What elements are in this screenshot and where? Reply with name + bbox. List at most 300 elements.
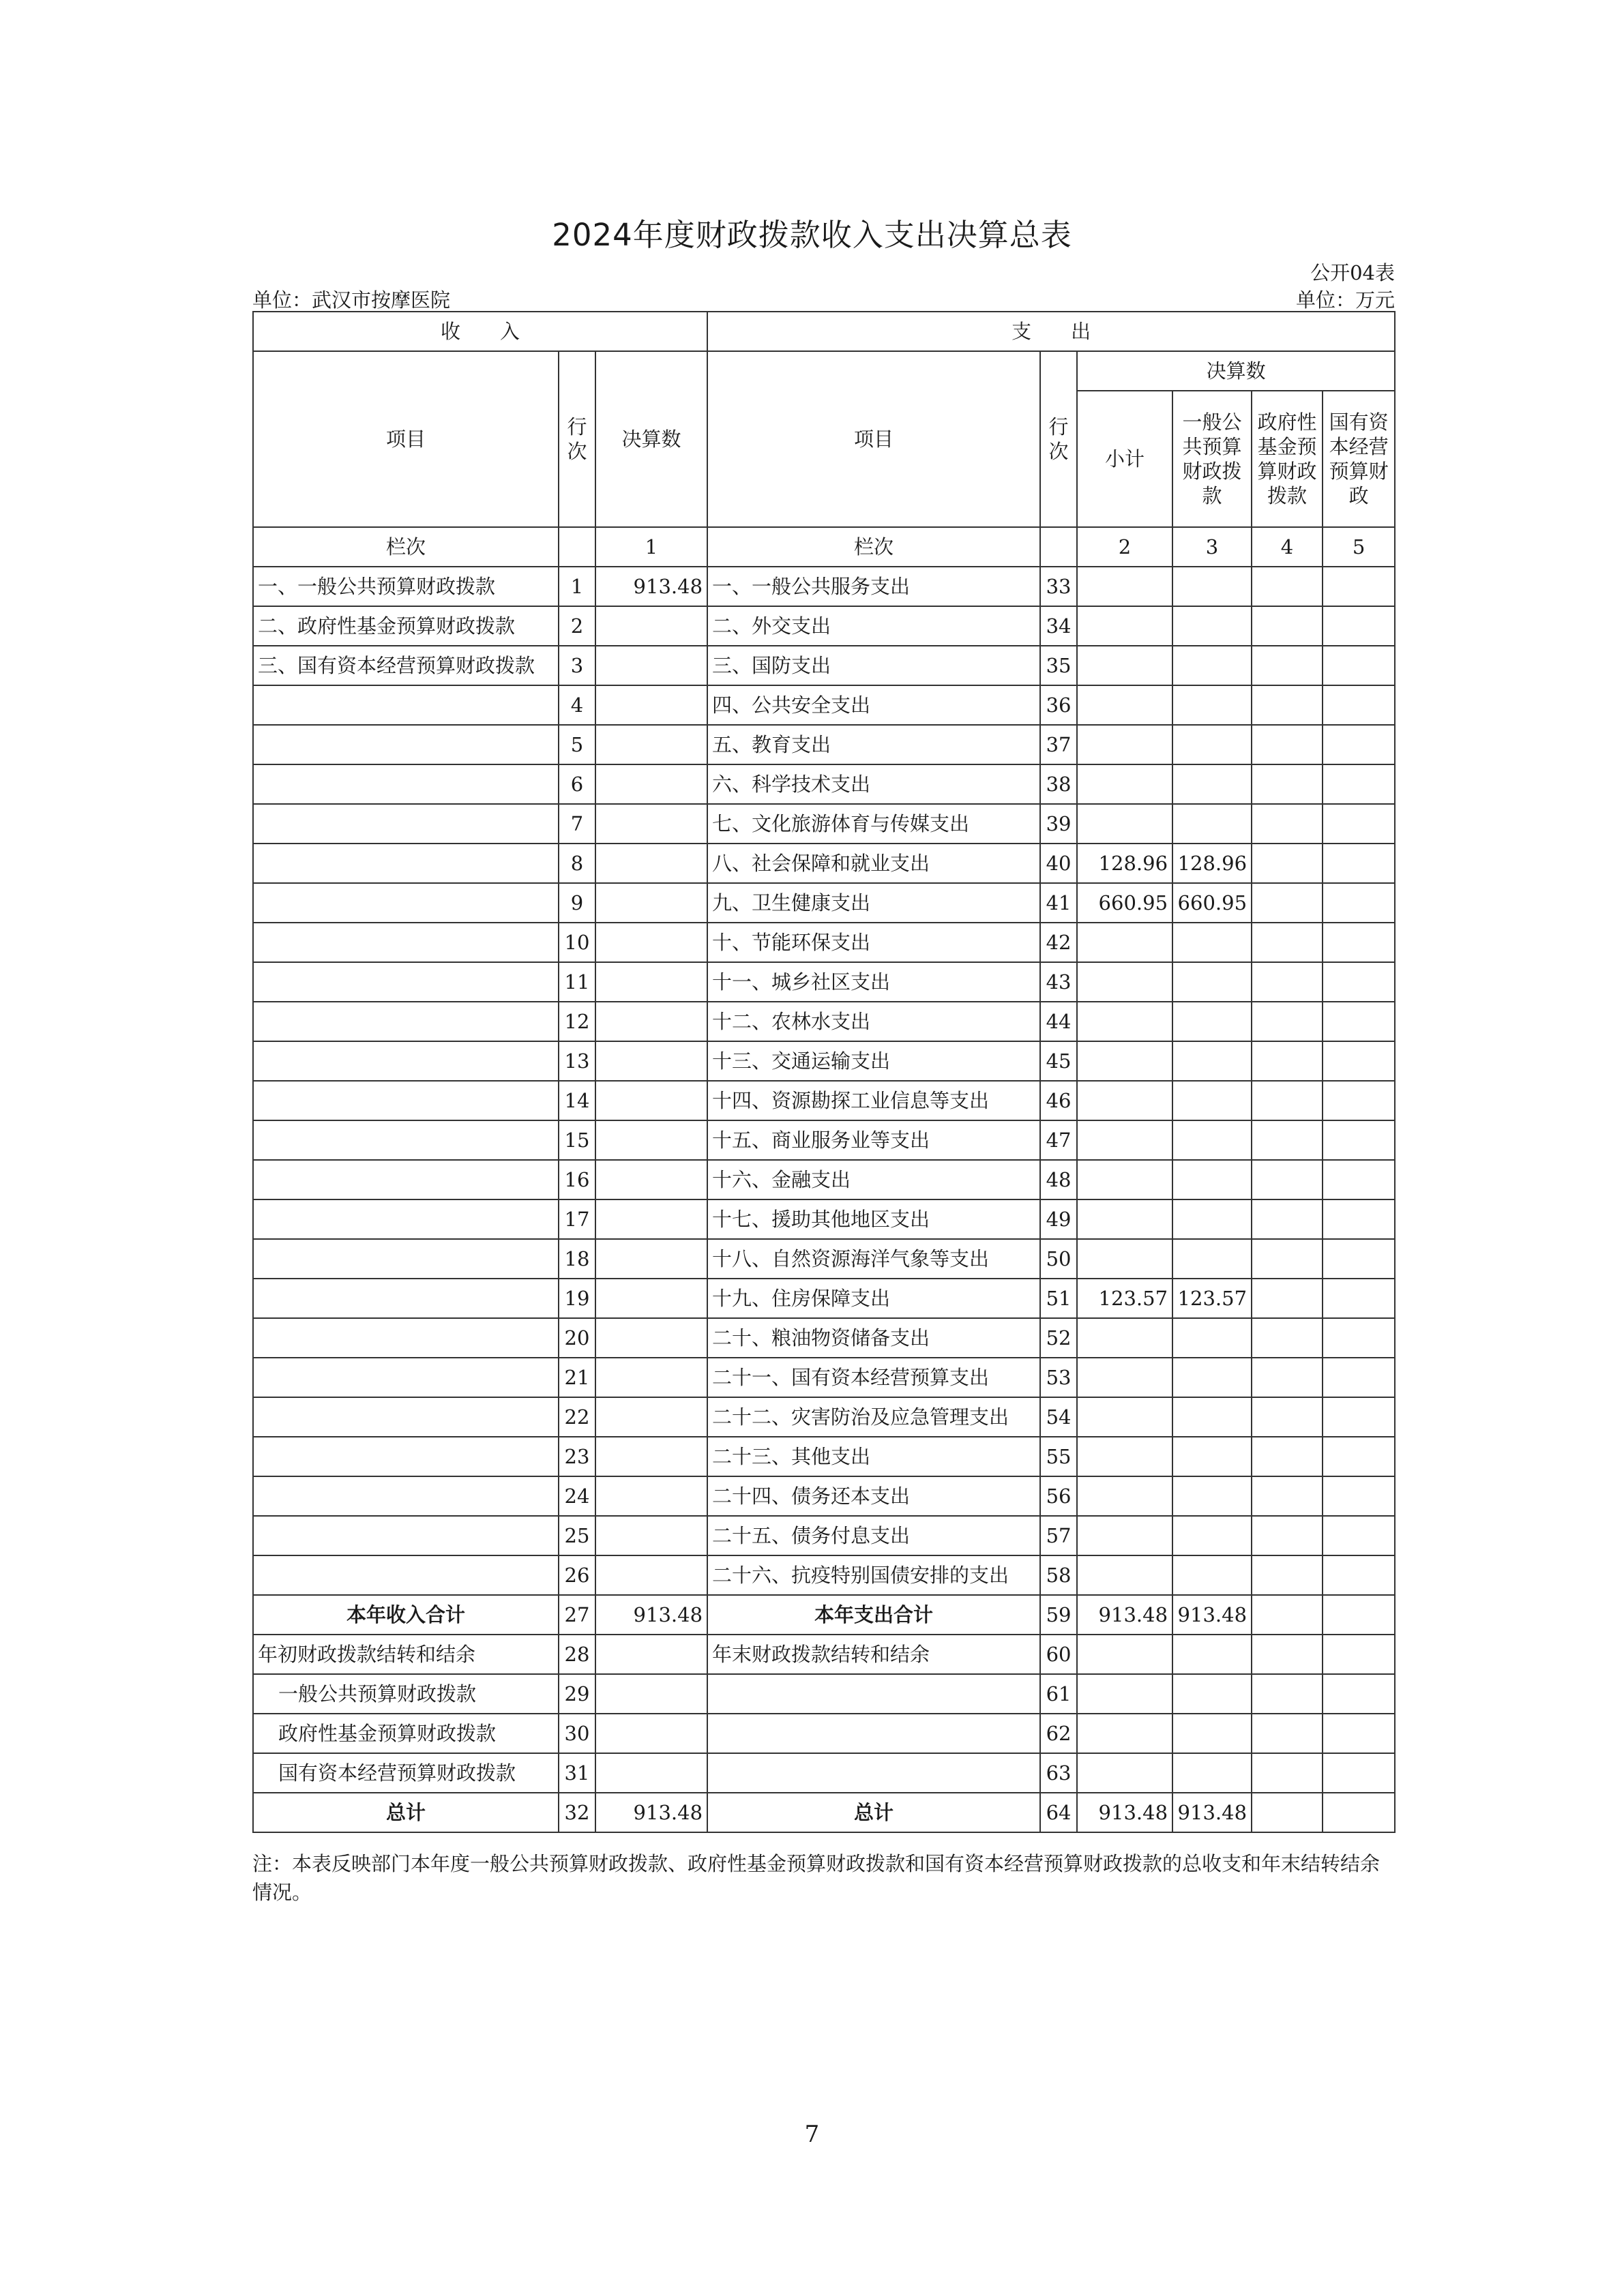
table-row — [253, 764, 1395, 804]
row-number: 33 — [1040, 567, 1077, 606]
income-amount — [595, 1160, 707, 1199]
income-item — [253, 1041, 559, 1081]
expense-item: 十、节能环保支出 — [707, 923, 1040, 962]
table-row — [253, 646, 1395, 685]
expense-state-capital — [1323, 1476, 1395, 1516]
income-amount — [595, 764, 707, 804]
income-item — [253, 764, 559, 804]
table-row — [253, 1002, 1395, 1041]
row-number: 37 — [1040, 725, 1077, 764]
row-number: 3 — [559, 646, 595, 685]
income-amount — [595, 646, 707, 685]
income-amount: 913.48 — [595, 567, 707, 606]
expense-state-capital — [1323, 1555, 1395, 1595]
empty-cell — [1323, 1714, 1395, 1753]
expense-state-capital — [1323, 685, 1395, 725]
column-no-1: 1 — [595, 527, 707, 567]
income-item: 二、政府性基金预算财政拨款 — [253, 606, 559, 646]
expense-state-capital — [1323, 646, 1395, 685]
row-number: 10 — [559, 923, 595, 962]
begin-capital-label: 国有资本经营预算财政拨款 — [253, 1753, 559, 1793]
income-item — [253, 1476, 559, 1516]
income-item — [253, 1160, 559, 1199]
expense-subtotal — [1077, 1160, 1172, 1199]
expense-general-budget — [1172, 764, 1252, 804]
row-number: 51 — [1040, 1279, 1077, 1318]
empty-cell — [595, 1753, 707, 1793]
income-item-header: 项目 — [253, 351, 559, 527]
expense-gov-fund — [1252, 1437, 1323, 1476]
expense-gov-fund — [1252, 883, 1323, 923]
grand-total-expense-label: 总计 — [707, 1793, 1040, 1832]
expense-general-budget — [1172, 1437, 1252, 1476]
row-number: 49 — [1040, 1199, 1077, 1239]
expense-state-capital — [1323, 962, 1395, 1002]
expense-subtotal — [1077, 1081, 1172, 1120]
income-amount — [595, 1397, 707, 1437]
row-number: 50 — [1040, 1239, 1077, 1279]
expense-state-capital — [1323, 1239, 1395, 1279]
expense-general-budget — [1172, 1555, 1252, 1595]
income-item — [253, 962, 559, 1002]
row-number: 16 — [559, 1160, 595, 1199]
expense-subtotal — [1077, 764, 1172, 804]
year-expense-total-label: 本年支出合计 — [707, 1595, 1040, 1635]
column-no-3: 3 — [1172, 527, 1252, 567]
income-amount — [595, 1239, 707, 1279]
empty-cell — [1252, 1714, 1323, 1753]
expense-general-budget — [1172, 804, 1252, 844]
state-capital-header: 国有资本经营预算财政 — [1323, 391, 1395, 527]
expense-gov-fund — [1252, 923, 1323, 962]
row-number: 9 — [559, 883, 595, 923]
table-row — [253, 883, 1395, 923]
expense-general-budget — [1172, 725, 1252, 764]
expense-general-budget — [1172, 685, 1252, 725]
row-number: 43 — [1040, 962, 1077, 1002]
row-number: 2 — [559, 606, 595, 646]
table-row — [253, 1397, 1395, 1437]
row-number: 31 — [559, 1753, 595, 1793]
expense-gov-fund — [1252, 1516, 1323, 1555]
row-number: 34 — [1040, 606, 1077, 646]
expense-state-capital — [1323, 1199, 1395, 1239]
expense-item: 二十、粮油物资储备支出 — [707, 1318, 1040, 1358]
table-row — [253, 1279, 1395, 1318]
expense-subtotal — [1077, 646, 1172, 685]
income-amount — [595, 1476, 707, 1516]
expense-item: 十九、住房保障支出 — [707, 1279, 1040, 1318]
row-number: 61 — [1040, 1674, 1077, 1714]
expense-general-budget: 128.96 — [1172, 844, 1252, 883]
empty-cell — [1252, 1674, 1323, 1714]
expense-gov-fund — [1252, 1002, 1323, 1041]
expense-item: 十二、农林水支出 — [707, 1002, 1040, 1041]
table-row — [253, 1318, 1395, 1358]
income-amount — [595, 1199, 707, 1239]
row-number: 13 — [559, 1041, 595, 1081]
expense-item: 二十三、其他支出 — [707, 1437, 1040, 1476]
expense-gov-fund — [1252, 1160, 1323, 1199]
row-number: 4 — [559, 685, 595, 725]
expense-subtotal — [1077, 1120, 1172, 1160]
table-row — [253, 1160, 1395, 1199]
row-number: 27 — [559, 1595, 595, 1635]
column-no-4: 4 — [1252, 527, 1323, 567]
table-row — [253, 804, 1395, 844]
expense-item: 十七、援助其他地区支出 — [707, 1199, 1040, 1239]
column-no-label: 栏次 — [253, 527, 559, 567]
row-number: 15 — [559, 1120, 595, 1160]
expense-subtotal — [1077, 567, 1172, 606]
row-number: 26 — [559, 1555, 595, 1595]
empty-cell — [595, 1674, 707, 1714]
income-item: 三、国有资本经营预算财政拨款 — [253, 646, 559, 685]
expense-state-capital — [1323, 1516, 1395, 1555]
empty-cell — [1252, 1753, 1323, 1793]
income-item — [253, 844, 559, 883]
row-number: 25 — [559, 1516, 595, 1555]
income-item — [253, 1516, 559, 1555]
expense-general-budget — [1172, 1516, 1252, 1555]
expense-gov-fund — [1252, 606, 1323, 646]
grand-total-income-amount: 913.48 — [595, 1793, 707, 1832]
expense-item: 十三、交通运输支出 — [707, 1041, 1040, 1081]
income-item — [253, 1555, 559, 1595]
begin-fund-label: 政府性基金预算财政拨款 — [253, 1714, 559, 1753]
table-row — [253, 1041, 1395, 1081]
expense-state-capital — [1323, 1081, 1395, 1120]
page-number: 7 — [804, 2121, 820, 2148]
expense-general-budget: 123.57 — [1172, 1279, 1252, 1318]
income-item — [253, 1239, 559, 1279]
row-number: 19 — [559, 1279, 595, 1318]
income-amount — [595, 804, 707, 844]
expense-subtotal — [1077, 606, 1172, 646]
empty-cell — [1172, 1753, 1252, 1793]
empty-cell — [1172, 1674, 1252, 1714]
expense-item: 六、科学技术支出 — [707, 764, 1040, 804]
empty-cell — [1252, 1595, 1323, 1635]
row-number: 24 — [559, 1476, 595, 1516]
expense-gov-fund — [1252, 1239, 1323, 1279]
row-number: 63 — [1040, 1753, 1077, 1793]
expense-item: 一、一般公共服务支出 — [707, 567, 1040, 606]
empty-cell — [1323, 1674, 1395, 1714]
empty-cell — [707, 1753, 1040, 1793]
row-number: 18 — [559, 1239, 595, 1279]
income-item — [253, 1120, 559, 1160]
expense-gov-fund — [1252, 725, 1323, 764]
expense-subtotal — [1077, 1516, 1172, 1555]
finance-table — [252, 311, 1396, 1833]
table-row — [253, 1358, 1395, 1397]
row-number: 5 — [559, 725, 595, 764]
expense-state-capital — [1323, 1041, 1395, 1081]
empty-cell — [595, 1714, 707, 1753]
empty-cell — [1077, 1753, 1172, 1793]
expense-subtotal — [1077, 1041, 1172, 1081]
table-row — [253, 1199, 1395, 1239]
expense-row-no-header: 行次 — [1040, 351, 1077, 527]
expense-item: 二十一、国有资本经营预算支出 — [707, 1358, 1040, 1397]
expense-gov-fund — [1252, 1476, 1323, 1516]
expense-subtotal — [1077, 962, 1172, 1002]
expense-subtotal — [1077, 1437, 1172, 1476]
income-item: 一、一般公共预算财政拨款 — [253, 567, 559, 606]
row-number: 38 — [1040, 764, 1077, 804]
row-number: 35 — [1040, 646, 1077, 685]
row-number: 8 — [559, 844, 595, 883]
empty-cell — [1077, 1674, 1172, 1714]
row-number: 21 — [559, 1358, 595, 1397]
expense-subtotal — [1077, 685, 1172, 725]
form-code: 公开04表 — [1310, 261, 1395, 284]
expense-gov-fund — [1252, 1081, 1323, 1120]
expense-item: 十一、城乡社区支出 — [707, 962, 1040, 1002]
column-no-cell — [1040, 527, 1077, 567]
income-row-no-header: 行次 — [559, 351, 595, 527]
expense-state-capital — [1323, 844, 1395, 883]
expense-general-budget — [1172, 1041, 1252, 1081]
grand-total-income-label: 总计 — [253, 1793, 559, 1832]
row-number: 29 — [559, 1674, 595, 1714]
row-number: 47 — [1040, 1120, 1077, 1160]
table-row — [253, 725, 1395, 764]
table-row — [253, 962, 1395, 1002]
table-row — [253, 1555, 1395, 1595]
income-item — [253, 725, 559, 764]
expense-state-capital — [1323, 883, 1395, 923]
expense-gov-fund — [1252, 646, 1323, 685]
row-number: 53 — [1040, 1358, 1077, 1397]
income-item — [253, 1397, 559, 1437]
expense-subtotal: 128.96 — [1077, 844, 1172, 883]
empty-cell — [707, 1674, 1040, 1714]
row-number: 48 — [1040, 1160, 1077, 1199]
expense-subtotal — [1077, 1555, 1172, 1595]
expense-subtotal — [1077, 804, 1172, 844]
table-row — [253, 1120, 1395, 1160]
empty-cell — [1323, 1793, 1395, 1832]
begin-balance-label: 年初财政拨款结转和结余 — [253, 1635, 559, 1674]
expense-gov-fund — [1252, 567, 1323, 606]
row-number: 12 — [559, 1002, 595, 1041]
row-number: 30 — [559, 1714, 595, 1753]
row-number: 20 — [559, 1318, 595, 1358]
empty-cell — [595, 1635, 707, 1674]
row-number: 22 — [559, 1397, 595, 1437]
expense-gov-fund — [1252, 1279, 1323, 1318]
row-number: 55 — [1040, 1437, 1077, 1476]
income-amount — [595, 1516, 707, 1555]
begin-general-label: 一般公共预算财政拨款 — [253, 1674, 559, 1714]
expense-item: 二十六、抗疫特别国债安排的支出 — [707, 1555, 1040, 1595]
expense-general-budget — [1172, 567, 1252, 606]
expense-general-budget — [1172, 1397, 1252, 1437]
expense-state-capital — [1323, 1358, 1395, 1397]
expense-state-capital — [1323, 606, 1395, 646]
expense-gov-fund — [1252, 1358, 1323, 1397]
expense-item: 十六、金融支出 — [707, 1160, 1040, 1199]
expense-general-budget — [1172, 646, 1252, 685]
expense-general-budget — [1172, 1239, 1252, 1279]
income-item — [253, 685, 559, 725]
row-number: 46 — [1040, 1081, 1077, 1120]
row-number: 58 — [1040, 1555, 1077, 1595]
expense-subtotal — [1077, 725, 1172, 764]
income-item — [253, 1279, 559, 1318]
expense-state-capital — [1323, 1120, 1395, 1160]
grand-total-subtotal: 913.48 — [1077, 1793, 1172, 1832]
expense-item: 二、外交支出 — [707, 606, 1040, 646]
row-number: 64 — [1040, 1793, 1077, 1832]
end-balance-label: 年末财政拨款结转和结余 — [707, 1635, 1040, 1674]
expense-general-budget — [1172, 1120, 1252, 1160]
column-no-label: 栏次 — [707, 527, 1040, 567]
income-item — [253, 1437, 559, 1476]
income-item — [253, 1358, 559, 1397]
income-item — [253, 1318, 559, 1358]
row-number: 17 — [559, 1199, 595, 1239]
empty-cell — [1252, 1635, 1323, 1674]
expense-item: 三、国防支出 — [707, 646, 1040, 685]
expense-item: 九、卫生健康支出 — [707, 883, 1040, 923]
income-amount — [595, 1279, 707, 1318]
expense-gov-fund — [1252, 844, 1323, 883]
expense-state-capital — [1323, 1397, 1395, 1437]
income-amount — [595, 1041, 707, 1081]
income-header: 收 入 — [253, 312, 707, 351]
expense-gov-fund — [1252, 685, 1323, 725]
table-row — [253, 844, 1395, 883]
income-item — [253, 1199, 559, 1239]
expense-item: 二十二、灾害防治及应急管理支出 — [707, 1397, 1040, 1437]
row-number: 44 — [1040, 1002, 1077, 1041]
row-number: 57 — [1040, 1516, 1077, 1555]
expense-gov-fund — [1252, 1318, 1323, 1358]
row-number: 45 — [1040, 1041, 1077, 1081]
column-no-5: 5 — [1323, 527, 1395, 567]
expense-item: 八、社会保障和就业支出 — [707, 844, 1040, 883]
expense-gov-fund — [1252, 1041, 1323, 1081]
expense-subtotal: 123.57 — [1077, 1279, 1172, 1318]
income-item — [253, 1081, 559, 1120]
expense-header: 支 出 — [707, 312, 1395, 351]
income-amount — [595, 1318, 707, 1358]
income-amount — [595, 844, 707, 883]
income-amount — [595, 606, 707, 646]
row-number: 32 — [559, 1793, 595, 1832]
income-item — [253, 1002, 559, 1041]
table-row — [253, 1516, 1395, 1555]
income-amount — [595, 962, 707, 1002]
row-number: 28 — [559, 1635, 595, 1674]
income-amount — [595, 685, 707, 725]
expense-item-header: 项目 — [707, 351, 1040, 527]
expense-general-budget — [1172, 1081, 1252, 1120]
empty-cell — [1323, 1595, 1395, 1635]
empty-cell — [1323, 1635, 1395, 1674]
income-amount — [595, 1555, 707, 1595]
row-number: 41 — [1040, 883, 1077, 923]
income-item — [253, 883, 559, 923]
expense-item: 十八、自然资源海洋气象等支出 — [707, 1239, 1040, 1279]
table-row — [253, 606, 1395, 646]
table-row — [253, 923, 1395, 962]
year-income-total-amount: 913.48 — [595, 1595, 707, 1635]
year-expense-subtotal: 913.48 — [1077, 1595, 1172, 1635]
table-row — [253, 1437, 1395, 1476]
income-amount — [595, 725, 707, 764]
row-number: 36 — [1040, 685, 1077, 725]
year-income-total-label: 本年收入合计 — [253, 1595, 559, 1635]
expense-state-capital — [1323, 1318, 1395, 1358]
table-row — [253, 567, 1395, 606]
expense-general-budget — [1172, 1476, 1252, 1516]
table-row — [253, 1081, 1395, 1120]
unit-label: 单位：武汉市按摩医院 — [252, 288, 451, 312]
expense-subtotal — [1077, 1476, 1172, 1516]
expense-state-capital — [1323, 1279, 1395, 1318]
empty-cell — [707, 1714, 1040, 1753]
empty-cell — [1252, 1793, 1323, 1832]
empty-cell — [1172, 1714, 1252, 1753]
general-budget-header: 一般公共预算财政拨款 — [1172, 391, 1252, 527]
expense-item: 七、文化旅游体育与传媒支出 — [707, 804, 1040, 844]
income-amount — [595, 1358, 707, 1397]
expense-state-capital — [1323, 764, 1395, 804]
income-amount — [595, 1002, 707, 1041]
row-number: 11 — [559, 962, 595, 1002]
expense-item: 五、教育支出 — [707, 725, 1040, 764]
expense-state-capital — [1323, 804, 1395, 844]
expense-item: 四、公共安全支出 — [707, 685, 1040, 725]
expense-gov-fund — [1252, 1555, 1323, 1595]
empty-cell — [1077, 1635, 1172, 1674]
expense-state-capital — [1323, 923, 1395, 962]
empty-cell — [1172, 1635, 1252, 1674]
expense-state-capital — [1323, 567, 1395, 606]
row-number: 59 — [1040, 1595, 1077, 1635]
expense-item: 二十四、债务还本支出 — [707, 1476, 1040, 1516]
income-amount — [595, 1437, 707, 1476]
empty-cell — [1077, 1714, 1172, 1753]
gov-fund-header: 政府性基金预算财政拨款 — [1252, 391, 1323, 527]
income-item — [253, 804, 559, 844]
expense-general-budget — [1172, 606, 1252, 646]
income-amount — [595, 883, 707, 923]
expense-state-capital — [1323, 725, 1395, 764]
final-amount-group-header: 决算数 — [1077, 351, 1395, 391]
row-number: 7 — [559, 804, 595, 844]
expense-general-budget — [1172, 923, 1252, 962]
column-no-cell — [559, 527, 595, 567]
row-number: 1 — [559, 567, 595, 606]
expense-gov-fund — [1252, 1199, 1323, 1239]
row-number: 39 — [1040, 804, 1077, 844]
row-number: 14 — [559, 1081, 595, 1120]
expense-general-budget — [1172, 1002, 1252, 1041]
table-row — [253, 685, 1395, 725]
subtotal-header: 小计 — [1077, 391, 1172, 527]
row-number: 6 — [559, 764, 595, 804]
expense-general-budget — [1172, 1199, 1252, 1239]
income-amount — [595, 923, 707, 962]
expense-general-budget — [1172, 962, 1252, 1002]
expense-subtotal — [1077, 1199, 1172, 1239]
row-number: 54 — [1040, 1397, 1077, 1437]
